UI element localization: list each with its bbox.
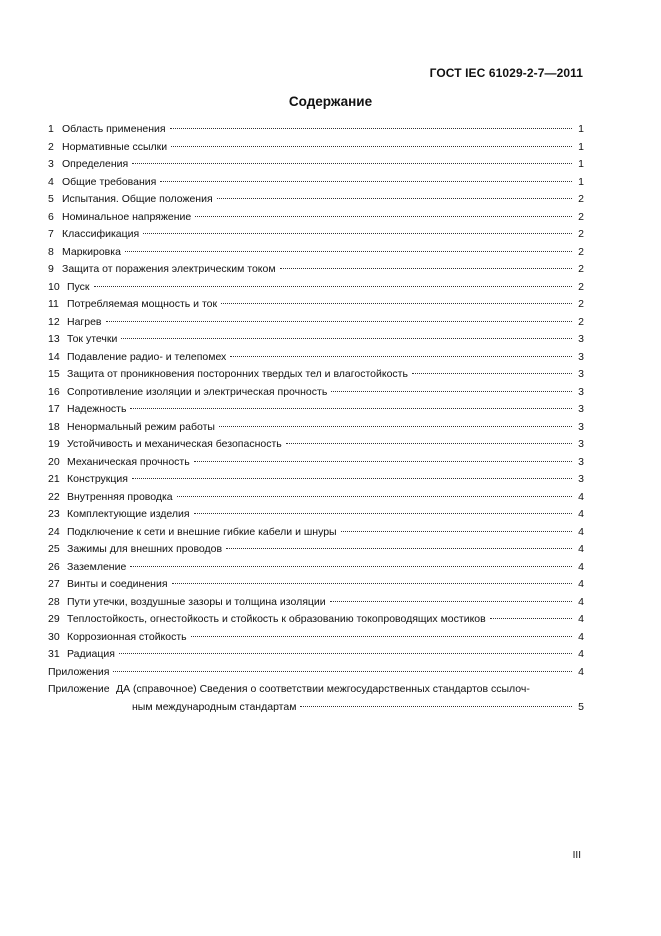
dot-leader (121, 338, 572, 339)
toc-entry-page: 2 (578, 280, 584, 293)
toc-entry[interactable] (48, 436, 584, 454)
toc-entry-page: 2 (578, 228, 584, 240)
toc-entry-title: Зажимы для внешних проводов (67, 543, 223, 555)
toc-entry[interactable] (48, 419, 584, 437)
toc-entry-number: 7 (48, 228, 54, 240)
toc-entry-page: 3 (578, 438, 584, 450)
toc-entry-number: 6 (48, 210, 54, 223)
toc-entry-title: Механическая прочность (67, 455, 190, 468)
toc-entry-title: Нормативные ссылки (62, 140, 168, 153)
toc-entry-number: 12 (48, 315, 60, 328)
toc-entry-number: 11 (48, 298, 59, 310)
toc-entry-number: 18 (48, 420, 60, 433)
toc-entry-number: 26 (48, 560, 60, 573)
toc-entry-title: Общие требования (62, 175, 157, 188)
dot-leader (226, 548, 572, 549)
toc-entry-page: 4 (578, 665, 584, 678)
toc-entry-page: 3 (578, 350, 584, 363)
appendix-title-line1: ДА (справочное) Сведения о соответствии межгосударственных стандартов ссылоч- (116, 683, 530, 695)
toc-entry-page: 3 (578, 455, 584, 468)
toc-entry[interactable] (48, 664, 584, 682)
toc-entry-page: 4 (578, 613, 584, 625)
toc-entry-title: Защита от проникновения посторонних твердых тел и влагостойкость (67, 368, 408, 380)
toc-entry[interactable] (48, 296, 584, 314)
dot-leader (341, 531, 572, 532)
toc-entry-number: 25 (48, 543, 60, 555)
toc-entry-number: 20 (48, 455, 60, 468)
toc-entry-page: 1 (578, 140, 584, 153)
toc-entry-number: 14 (48, 350, 60, 363)
appendix-prefix: Приложение (48, 683, 110, 695)
toc-entry-title: Внутренняя проводка (67, 490, 173, 503)
toc-entry-number: 29 (48, 613, 60, 625)
toc-entry-number: 3 (48, 158, 54, 170)
toc-entry[interactable] (48, 139, 584, 157)
toc-entry-title: Сопротивление изоляции и электрическая прочность (67, 385, 328, 398)
dot-leader (170, 128, 572, 129)
toc-entry-page: 1 (578, 175, 584, 188)
toc-entry-page: 2 (578, 298, 584, 310)
dot-leader (217, 198, 572, 199)
toc-entry-page: 4 (578, 490, 584, 503)
toc-entry[interactable] (48, 576, 584, 594)
toc-entry[interactable] (48, 559, 584, 577)
toc-entry-page: 1 (578, 123, 584, 135)
toc-entry-number: 23 (48, 508, 60, 520)
dot-leader (194, 513, 572, 514)
appendix-title-line2: ным международным стандартам (132, 700, 297, 713)
page-title: Содержание (288, 94, 373, 109)
toc-entry[interactable] (48, 489, 584, 507)
dot-leader (219, 426, 572, 427)
toc-entry-page: 2 (578, 193, 584, 205)
toc-entry-title: Конструкция (67, 473, 128, 485)
toc-entry[interactable] (48, 226, 584, 244)
toc-entry[interactable] (48, 401, 584, 419)
toc-entry-page: 4 (578, 648, 584, 660)
toc-entry-number: 30 (48, 630, 60, 643)
toc-entry-page: 4 (578, 508, 584, 520)
toc-entry-page: 3 (578, 473, 584, 485)
toc-entry[interactable] (48, 349, 584, 367)
toc-entry-number: 13 (48, 333, 60, 345)
dot-leader (130, 408, 572, 409)
table-of-contents (48, 121, 584, 716)
dot-leader (230, 356, 572, 357)
toc-entry-number: 21 (48, 473, 60, 485)
toc-entry-number: 16 (48, 385, 60, 398)
toc-entry-title: Маркировка (62, 245, 121, 258)
dot-leader (106, 321, 572, 322)
appendix-page-number: 5 (578, 700, 584, 713)
toc-entry[interactable] (48, 314, 584, 332)
dot-leader (280, 268, 572, 269)
toc-entry-page: 3 (578, 385, 584, 398)
toc-entry-title: Пуск (67, 280, 90, 293)
page-folio: III (572, 850, 581, 861)
toc-entry-page: 2 (578, 245, 584, 258)
toc-entry-number: 24 (48, 525, 60, 538)
toc-entry[interactable] (48, 646, 584, 664)
toc-entry-page: 4 (578, 525, 584, 538)
toc-entry-title: Коррозионная стойкость (67, 630, 187, 643)
toc-entry[interactable] (48, 384, 584, 402)
toc-entry[interactable] (48, 209, 584, 227)
dot-leader (194, 461, 572, 462)
toc-entry[interactable] (48, 366, 584, 384)
dot-leader (412, 373, 572, 374)
toc-entry-number: 19 (48, 438, 60, 450)
toc-entry-title: Винты и соединения (67, 578, 168, 590)
dot-leader (330, 601, 572, 602)
toc-entry[interactable] (48, 471, 584, 489)
toc-entry-title: Приложения (48, 665, 110, 678)
dot-leader (300, 706, 572, 707)
toc-entry[interactable] (48, 611, 584, 629)
toc-entries (48, 121, 584, 681)
toc-entry-number: 1 (48, 123, 54, 135)
toc-entry[interactable] (48, 191, 584, 209)
toc-entry[interactable] (48, 121, 584, 139)
dot-leader (177, 496, 572, 497)
toc-entry-page: 4 (578, 630, 584, 643)
dot-leader (221, 303, 572, 304)
toc-entry-number: 10 (48, 280, 60, 293)
dot-leader (160, 181, 572, 182)
toc-entry-title: Нагрев (67, 315, 102, 328)
dot-leader (172, 583, 572, 584)
toc-entry[interactable] (48, 174, 584, 192)
toc-entry-page: 2 (578, 315, 584, 328)
toc-entry-page: 3 (578, 368, 584, 380)
dot-leader (113, 671, 572, 672)
dot-leader (132, 478, 572, 479)
toc-entry-page: 3 (578, 333, 584, 345)
toc-entry-title: Пути утечки, воздушные зазоры и толщина изоляции (67, 595, 326, 608)
toc-entry-title: Комплектующие изделия (67, 508, 190, 520)
dot-leader (191, 636, 572, 637)
standard-designation: ГОСТ IEC 61029-2-7—2011 (429, 66, 583, 80)
dot-leader (125, 251, 572, 252)
toc-entry-title: Подавление радио- и телепомех (67, 350, 227, 363)
toc-entry-page: 2 (578, 210, 584, 223)
toc-entry-title: Классификация (62, 228, 140, 240)
toc-entry[interactable] (48, 261, 584, 279)
toc-entry-page: 4 (578, 560, 584, 573)
dot-leader (171, 146, 572, 147)
toc-entry-number: 8 (48, 245, 54, 258)
toc-entry-number: 15 (48, 368, 60, 380)
toc-entry-title: Теплостойкость, огнестойкость и стойкость к образованию токопроводящих мостиков (67, 613, 486, 625)
toc-entry-number: 28 (48, 595, 60, 608)
toc-entry-title: Подключение к сети и внешние гибкие кабели и шнуры (67, 525, 337, 538)
toc-entry-page: 3 (578, 420, 584, 433)
toc-entry-number: 4 (48, 175, 54, 188)
toc-entry-number: 9 (48, 263, 54, 275)
toc-entry[interactable] (48, 279, 584, 297)
toc-entry-title: Потребляемая мощность и ток (67, 298, 218, 310)
toc-entry-title: Радиация (67, 648, 115, 660)
dot-leader (331, 391, 572, 392)
toc-entry[interactable] (48, 541, 584, 559)
toc-entry-page: 4 (578, 543, 584, 555)
dot-leader (490, 618, 572, 619)
dot-leader (132, 163, 572, 164)
toc-entry-number: 27 (48, 578, 60, 590)
toc-entry-title: Испытания. Общие положения (62, 193, 213, 205)
dot-leader (119, 653, 572, 654)
toc-entry-title: Устойчивость и механическая безопасность (67, 438, 282, 450)
dot-leader (286, 443, 572, 444)
toc-entry[interactable] (48, 524, 584, 542)
toc-appendix-line2[interactable] (48, 699, 584, 717)
toc-entry-number: 5 (48, 193, 54, 205)
toc-entry-title: Надежность (67, 403, 127, 415)
toc-entry-page: 1 (578, 158, 584, 170)
toc-entry-number: 22 (48, 490, 60, 503)
toc-entry[interactable] (48, 244, 584, 262)
dot-leader (94, 286, 572, 287)
toc-entry-title: Область применения (62, 123, 166, 135)
toc-entry[interactable] (48, 331, 584, 349)
toc-entry[interactable] (48, 454, 584, 472)
toc-entry-number: 2 (48, 140, 54, 153)
toc-entry-page: 3 (578, 403, 584, 415)
toc-appendix-line1[interactable] (48, 681, 584, 699)
toc-entry[interactable] (48, 629, 584, 647)
toc-entry-title: Номинальное напряжение (62, 210, 192, 223)
toc-entry-number: 17 (48, 403, 60, 415)
toc-entry-title: Ток утечки (67, 333, 118, 345)
toc-entry[interactable] (48, 594, 584, 612)
toc-entry-page: 2 (578, 263, 584, 275)
toc-entry[interactable] (48, 156, 584, 174)
toc-entry-title: Определения (62, 158, 129, 170)
toc-entry-title: Защита от поражения электрическим током (62, 263, 276, 275)
toc-entry-title: Ненормальный режим работы (67, 420, 215, 433)
dot-leader (130, 566, 572, 567)
dot-leader (195, 216, 572, 217)
toc-entry[interactable] (48, 506, 584, 524)
toc-entry-title: Заземление (67, 560, 127, 573)
toc-entry-page: 4 (578, 578, 584, 590)
toc-entry-number: 31 (48, 648, 60, 660)
toc-entry-page: 4 (578, 595, 584, 608)
dot-leader (143, 233, 572, 234)
